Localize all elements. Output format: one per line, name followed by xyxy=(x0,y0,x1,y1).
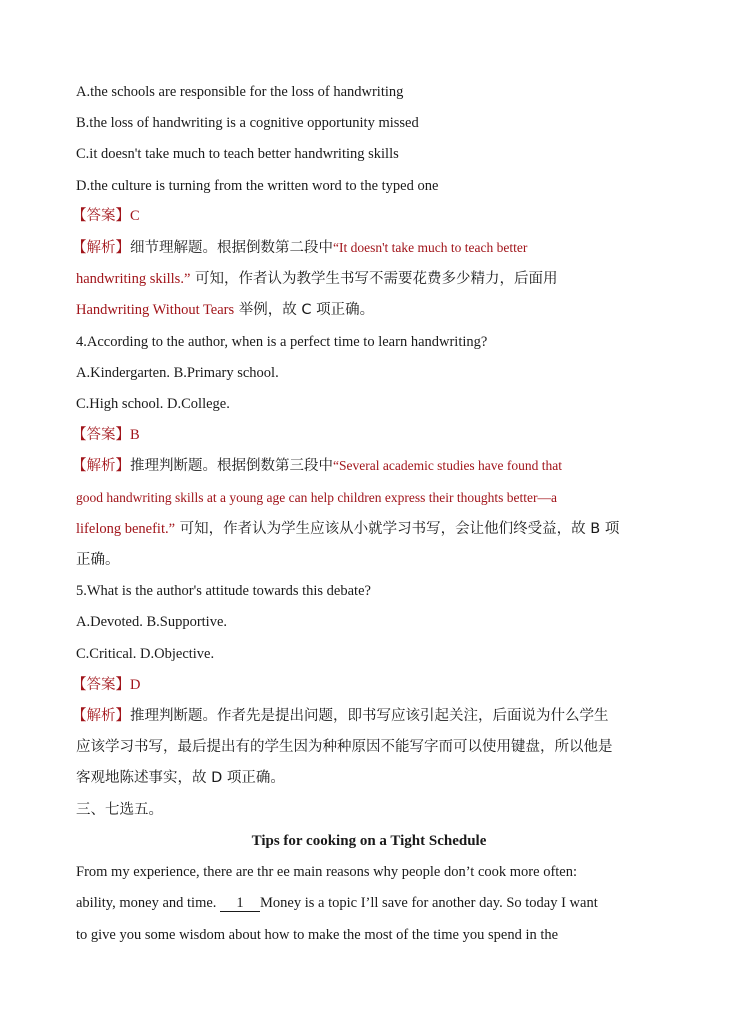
passage-line-1: From my experience, there are thr ee main reasons why people don’t cook more often: xyxy=(76,864,578,880)
section-heading: 三、七选五。 xyxy=(76,802,163,818)
q4-answer xyxy=(72,425,658,445)
answer-label: 【答案】 xyxy=(72,677,130,693)
q4-question: 4.According to the author, when is a perfect time to learn handwriting? xyxy=(76,334,488,350)
blank-1: 1 xyxy=(220,895,260,912)
q5-question: 5.What is the author's attitude towards this debate? xyxy=(76,583,371,599)
answer-value: C xyxy=(130,208,140,224)
answer-value: B xyxy=(130,427,140,443)
q4-analysis-line-3: lifelong benefit.” 可知，作者认为学生应该从小就学习书写，会让他们终受益，故 B 项 xyxy=(76,521,620,537)
q5-answer xyxy=(72,675,658,695)
q5-analysis-line-2: 应该学习书写，最后提出有的学生因为种种原因不能写字而可以使用键盘，所以他是 xyxy=(76,739,613,755)
q4-options-2: C.High school. D.College. xyxy=(76,396,230,412)
analysis-label: 【解析】 xyxy=(72,708,130,724)
analysis-label: 【解析】 xyxy=(72,240,130,256)
q5-analysis-line-3: 客观地陈述事实，故 D 项正确。 xyxy=(76,770,285,786)
q4-analysis-line-4: 正确。 xyxy=(76,552,120,568)
passage-line-2: ability, money and time. 1 Money is a topic I’ll save for another day. So today I want xyxy=(76,895,598,911)
passage-line-3: to give you some wisdom about how to make the most of the time you spend in the xyxy=(76,927,559,943)
answer-value: D xyxy=(130,677,141,693)
q3-answer xyxy=(72,206,658,226)
q5-options-1: A.Devoted. B.Supportive. xyxy=(76,614,228,630)
q4-analysis-line-1: 【解析】推理判断题。根据倒数第三段中“Several academic studies have found that xyxy=(72,458,563,474)
q5-options-2: C.Critical. D.Objective. xyxy=(76,646,215,662)
answer-label: 【答案】 xyxy=(72,427,130,443)
q4-options-1: A.Kindergarten. B.Primary school. xyxy=(76,365,279,381)
q4-analysis-line-2: good handwriting skills at a young age can help children express their thoughts better—a xyxy=(76,490,558,505)
analysis-label: 【解析】 xyxy=(72,458,130,474)
q5-analysis-line-1: 【解析】推理判断题。作者先是提出问题，即书写应该引起关注，后面说为什么学生 xyxy=(72,708,609,724)
q3-option-a: A.the schools are responsible for the loss of handwriting xyxy=(76,84,404,100)
q3-analysis-line-2: handwriting skills.” 可知，作者认为教学生书写不需要花费多少精力，后面用 xyxy=(76,271,558,287)
q3-option-d: D.the culture is turning from the written word to the typed one xyxy=(76,178,439,194)
passage-title: Tips for cooking on a Tight Schedule xyxy=(251,833,487,849)
q3-option-c: C.it doesn't take much to teach better handwriting skills xyxy=(76,146,399,162)
answer-label: 【答案】 xyxy=(72,208,130,224)
q3-analysis-line-1: 【解析】细节理解题。根据倒数第二段中“It doesn't take much to teach better xyxy=(72,240,528,256)
q3-option-b: B.the loss of handwriting is a cognitive opportunity missed xyxy=(76,115,419,131)
q3-analysis-line-3: Handwriting Without Tears 举例，故 C 项正确。 xyxy=(76,302,375,318)
